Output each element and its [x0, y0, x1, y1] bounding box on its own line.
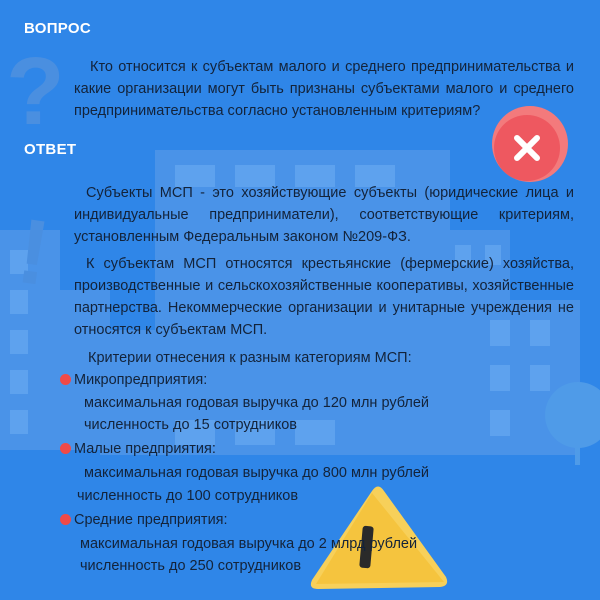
- answer-paragraph-1: Субъекты МСП - это хозяйствующие субъекты (юридические лица и индивидуальные предприниматели), соответствующие критериям, установленным Федеральным законом №209-ФЗ.: [74, 185, 574, 245]
- question-label: ВОПРОС: [24, 20, 92, 37]
- category-small-staff: численность до 100 сотрудников: [77, 488, 299, 504]
- svg-text:?: ?: [6, 38, 65, 145]
- svg-text:!: !: [11, 199, 56, 306]
- category-title: Малые предприятия:: [74, 441, 216, 457]
- category-title: Средние предприятия:: [74, 512, 228, 528]
- category-micro-staff: численность до 15 сотрудников: [84, 417, 298, 433]
- category-title: Микропредприятия:: [74, 372, 208, 388]
- category-small: [60, 438, 216, 460]
- criteria-title: Критерии отнесения к разным категориям МСП:: [88, 350, 412, 366]
- bullet-icon: [60, 514, 71, 525]
- category-small-revenue: максимальная годовая выручка до 800 млн рублей: [84, 465, 430, 481]
- category-micro: [60, 369, 207, 391]
- category-medium-revenue: максимальная годовая выручка до 2 млрд рублей: [80, 536, 418, 552]
- answer-label: ОТВЕТ: [24, 141, 77, 158]
- category-micro-revenue: максимальная годовая выручка до 120 млн рублей: [84, 395, 430, 411]
- question-mark-icon: [6, 38, 65, 145]
- bullet-icon: [60, 374, 71, 385]
- category-medium-staff: численность до 250 сотрудников: [80, 558, 302, 574]
- bullet-icon: [60, 443, 71, 454]
- question-text: Кто относится к субъектам малого и среднего предпринимательства и какие организации могут быть признаны субъектами малого и среднего предпринимательства согласно установленным критериям?: [74, 59, 574, 119]
- answer-paragraph-2: К субъектам МСП относятся крестьянские (фермерские) хозяйства, производственные и сельскохозяйственные кооперативы, хозяйственные партнерства. Некоммерческие организации и унитарные учреждения не относятся к субъектам МСП.: [74, 256, 574, 338]
- category-medium: [60, 509, 228, 531]
